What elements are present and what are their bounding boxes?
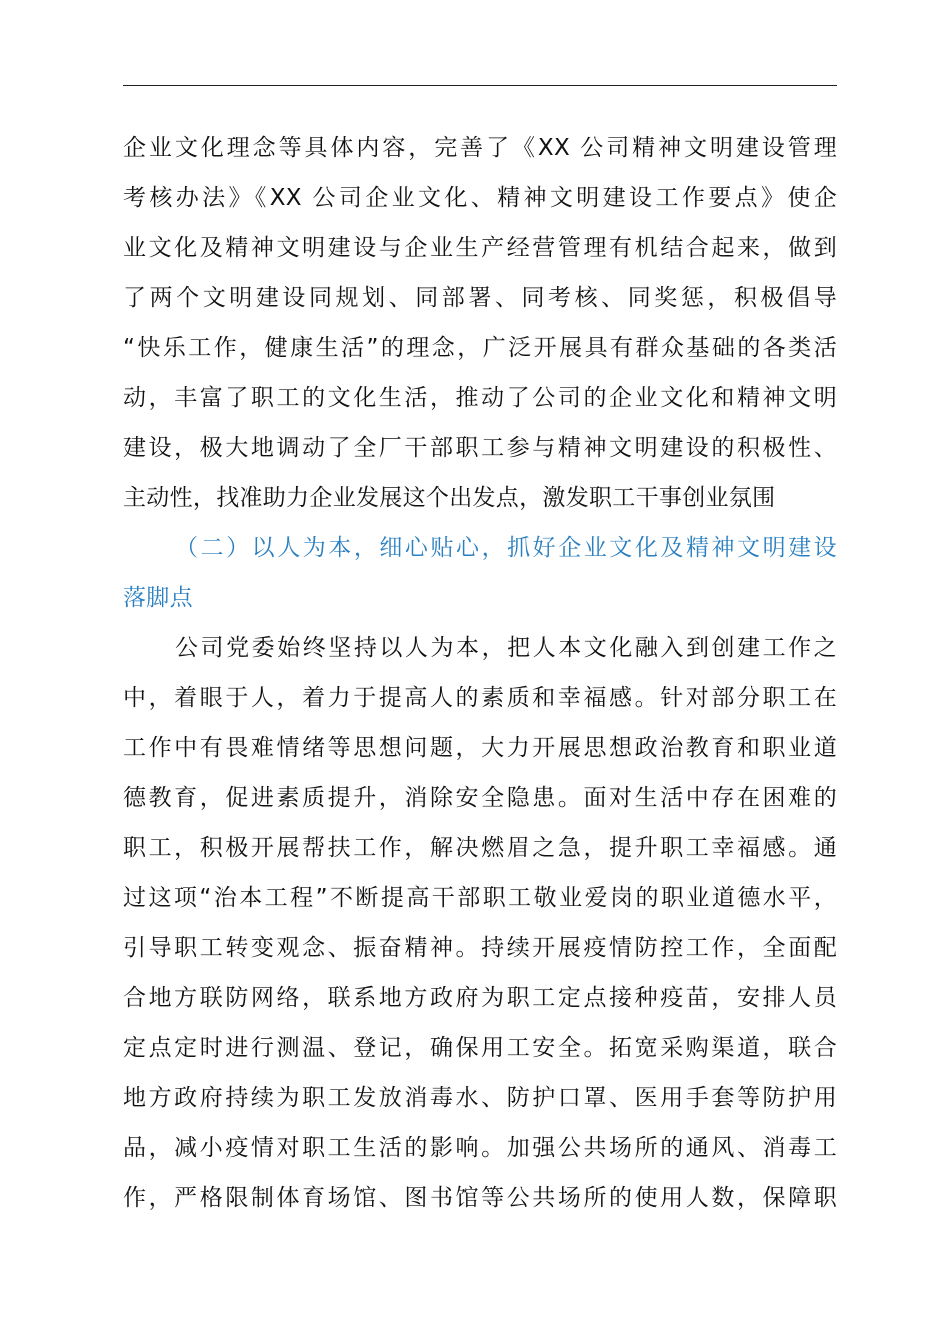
paragraph-2-line: 公司党委始终坚持以人为本，把人本文化融入到创建工作之	[175, 635, 837, 661]
paragraph-2-line: 合地方联防网络，联系地方政府为职工定点接种疫苗，安排人员	[123, 985, 837, 1011]
paragraph-1-line: “快乐工作，健康生活”的理念，广泛开展具有群众基础的各类活	[123, 335, 837, 361]
paragraph-1-line: 主动性，找准助力企业发展这个出发点，激发职工干事创业氛围	[123, 485, 776, 511]
paragraph-2-line: 品，减小疫情对职工生活的影响。加强公共场所的通风、消毒工	[123, 1135, 837, 1161]
paragraph-2-line: 过这项“治本工程”不断提高干部职工敬业爱岗的职业道德水平，	[123, 885, 837, 911]
paragraph-2-line: 定点定时进行测温、登记，确保用工安全。拓宽采购渠道，联合	[123, 1035, 837, 1061]
paragraph-1-line: 考核办法》《XX 公司企业文化、精神文明建设工作要点》使企	[123, 185, 837, 211]
paragraph-1-line: 企业文化理念等具体内容，完善了《XX 公司精神文明建设管理	[123, 135, 837, 161]
paragraph-1-line: 动，丰富了职工的文化生活，推动了公司的企业文化和精神文明	[123, 385, 837, 411]
paragraph-1-line: 建设，极大地调动了全厂干部职工参与精神文明建设的积极性、	[123, 435, 837, 461]
paragraph-2-line: 地方政府持续为职工发放消毒水、防护口罩、医用手套等防护用	[123, 1085, 837, 1111]
paragraph-2-line: 工作中有畏难情绪等思想问题，大力开展思想政治教育和职业道	[123, 735, 837, 761]
section-heading-line: （二）以人为本，细心贴心，抓好企业文化及精神文明建设	[175, 535, 837, 561]
paragraph-1-line: 了两个文明建设同规划、同部署、同考核、同奖惩，积极倡导	[123, 285, 837, 311]
paragraph-2-line: 引导职工转变观念、振奋精神。持续开展疫情防控工作，全面配	[123, 935, 837, 961]
paragraph-2-line: 作，严格限制体育场馆、图书馆等公共场所的使用人数，保障职	[123, 1185, 837, 1211]
section-heading-line: 落脚点	[123, 585, 193, 611]
paragraph-2-line: 中，着眼于人，着力于提高人的素质和幸福感。针对部分职工在	[123, 685, 837, 711]
paragraph-1-line: 业文化及精神文明建设与企业生产经营管理有机结合起来，做到	[123, 235, 837, 261]
paragraph-2-line: 职工，积极开展帮扶工作，解决燃眉之急，提升职工幸福感。通	[123, 835, 837, 861]
header-rule	[123, 85, 837, 86]
paragraph-2-line: 德教育，促进素质提升，消除安全隐患。面对生活中存在困难的	[123, 785, 837, 811]
